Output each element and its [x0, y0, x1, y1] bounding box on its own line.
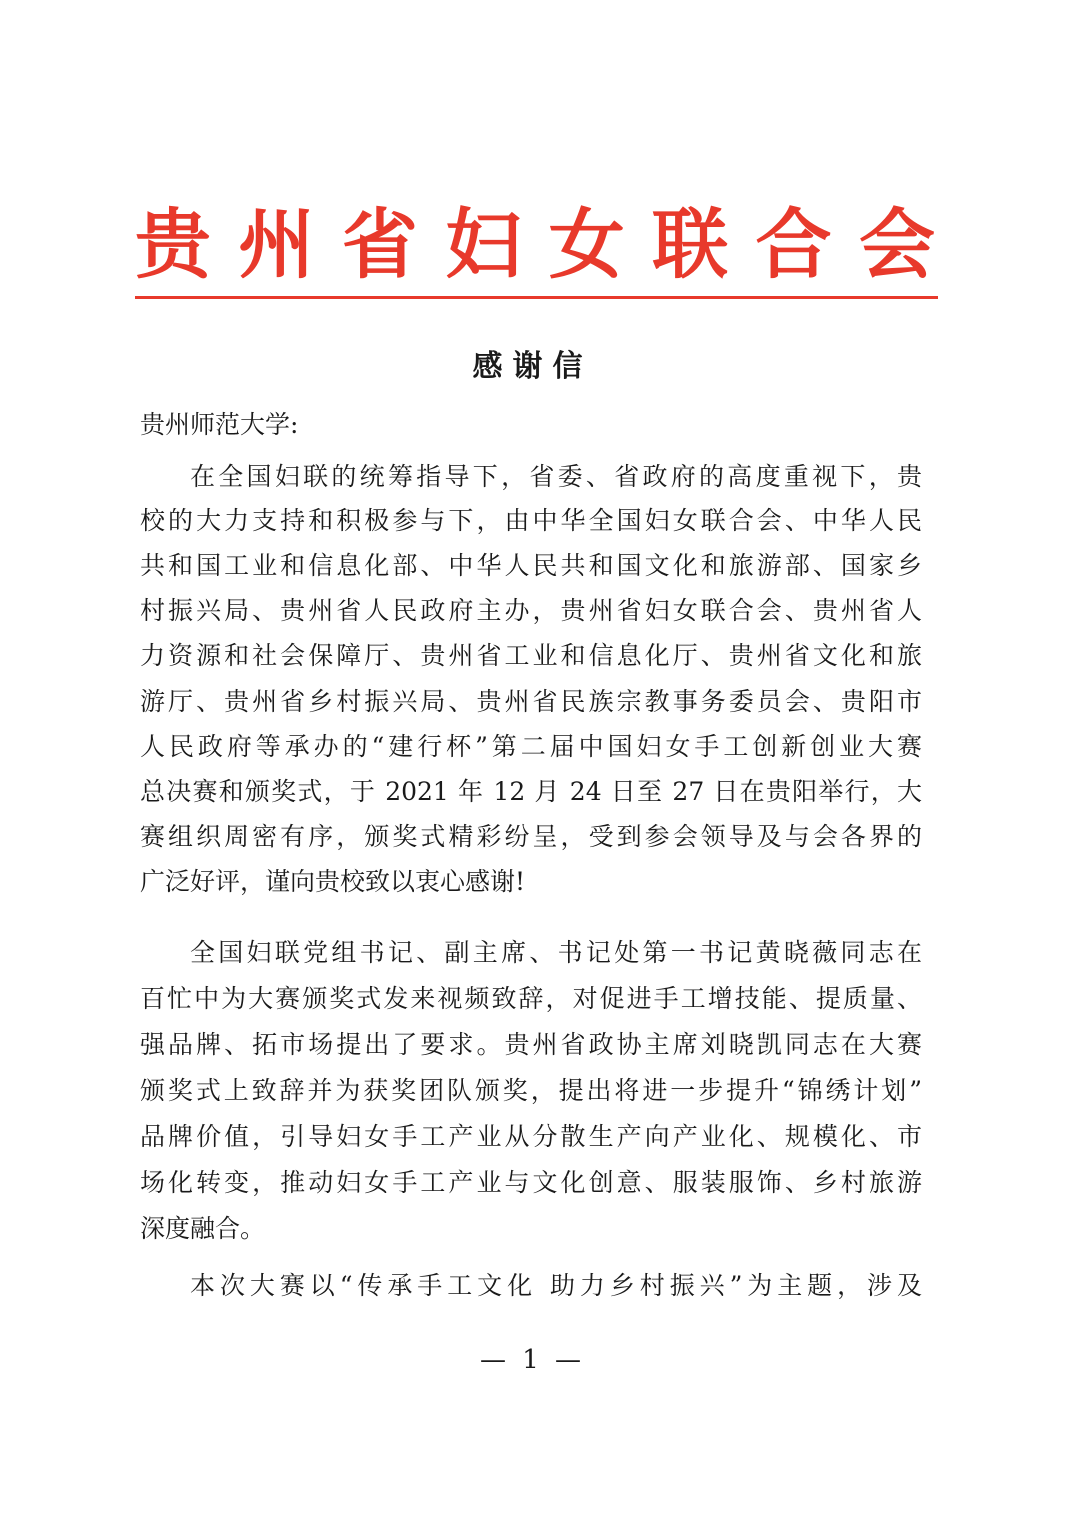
- body-line: 全国妇联党组书记、副主席、书记处第一书记黄晓薇同志在: [190, 938, 922, 967]
- body-line: 校的大力支持和积极参与下，由中华全国妇女联合会、中华人民: [140, 506, 922, 535]
- masthead-char: 妇: [445, 200, 522, 289]
- body-line: 百忙中为大赛颁奖式发来视频致辞，对促进手工增技能、提质量、: [140, 984, 922, 1013]
- masthead-char: 省: [341, 200, 418, 289]
- page-number: — 1 —: [479, 1345, 586, 1375]
- body-line: 场化转变，推动妇女手工产业与文化创意、服装服饰、乡村旅游: [140, 1168, 922, 1197]
- masthead: [135, 200, 935, 290]
- body-line: 广泛好评，谨向贵校致以衷心感谢!: [140, 867, 526, 896]
- body-line: 深度融合。: [140, 1214, 266, 1243]
- body-line: 强品牌、拓市场提出了要求。贵州省政协主席刘晓凯同志在大赛: [140, 1030, 922, 1059]
- body-line: 共和国工业和信息化部、中华人民共和国文化和旅游部、国家乡: [140, 551, 922, 580]
- masthead-char: 女: [548, 200, 625, 289]
- masthead-char: 联: [652, 200, 729, 289]
- body-line: 颁奖式上致辞并为获奖团队颁奖，提出将进一步提升“锦绣计划”: [140, 1076, 922, 1105]
- masthead-char: 合: [755, 200, 832, 289]
- body-line: 在全国妇联的统筹指导下，省委、省政府的高度重视下，贵: [190, 462, 922, 491]
- masthead-char: 贵: [135, 200, 211, 289]
- body-line: 本次大赛以“传承手工文化 助力乡村振兴”为主题，涉及: [190, 1271, 922, 1300]
- masthead-char: 州: [238, 200, 315, 289]
- body-line: 总决赛和颁奖式，于 2021 年 12 月 24 日至 27 日在贵阳举行，大: [140, 777, 922, 806]
- document-title: 感谢信: [472, 349, 593, 384]
- body-line: 赛组织周密有序，颁奖式精彩纷呈，受到参会领导及与会各界的: [140, 822, 922, 851]
- body-line: 游厅、贵州省乡村振兴局、贵州省民族宗教事务委员会、贵阳市: [140, 687, 922, 716]
- salutation: 贵州师范大学:: [140, 410, 299, 439]
- masthead-divider: [135, 296, 938, 299]
- body-line: 力资源和社会保障厅、贵州省工业和信息化厅、贵州省文化和旅: [140, 641, 922, 670]
- body-line: 村振兴局、贵州省人民政府主办，贵州省妇女联合会、贵州省人: [140, 596, 922, 625]
- masthead-char: 会: [858, 200, 935, 289]
- body-line: 人民政府等承办的“建行杯”第二届中国妇女手工创新创业大赛: [140, 732, 922, 761]
- body-line: 品牌价值，引导妇女手工产业从分散生产向产业化、规模化、市: [140, 1122, 922, 1151]
